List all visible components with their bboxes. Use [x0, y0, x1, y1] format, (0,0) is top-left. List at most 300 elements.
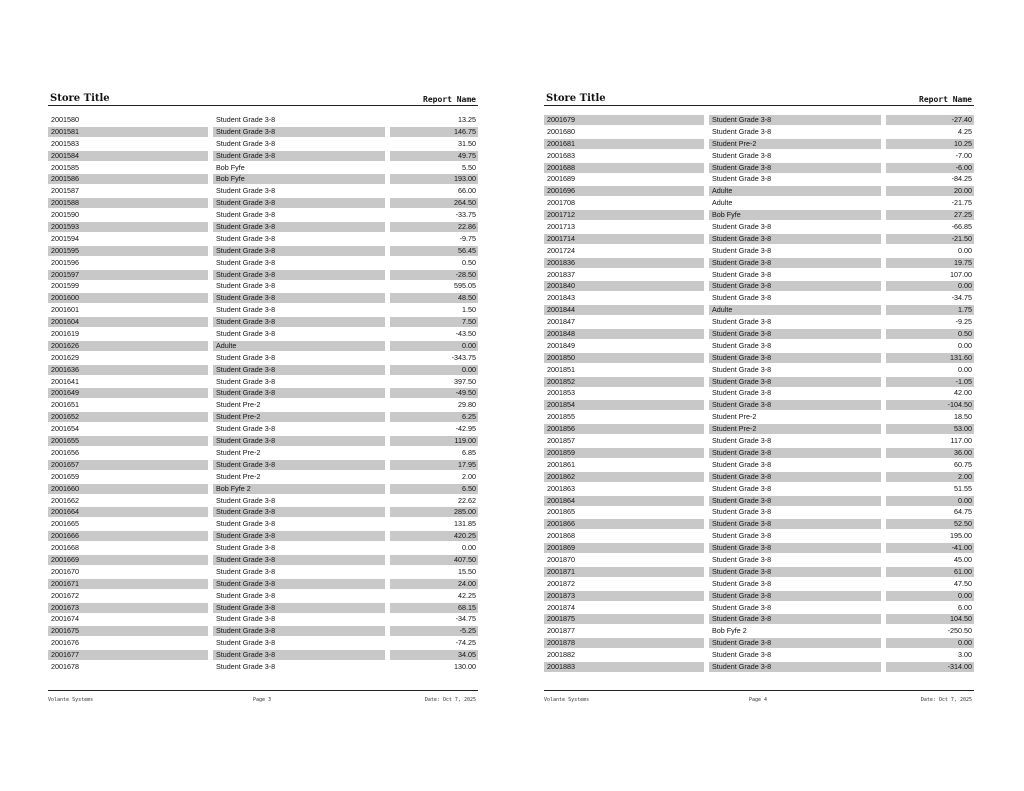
row-name: Student Grade 3-8	[712, 388, 772, 398]
table-row	[544, 270, 974, 282]
table-row	[48, 234, 478, 246]
row-id: 2001652	[48, 412, 208, 422]
table-row	[48, 198, 478, 210]
row-name: Student Grade 3-8	[216, 233, 276, 243]
table-row	[544, 412, 974, 424]
table-row	[48, 186, 478, 198]
row-id: 2001636	[48, 365, 208, 375]
row-name: Student Grade 3-8	[213, 460, 385, 470]
row-name: Student Grade 3-8	[709, 163, 881, 173]
table-row	[48, 163, 478, 175]
table-row	[544, 198, 974, 210]
row-id: 2001655	[48, 436, 208, 446]
row-name: Student Grade 3-8	[709, 519, 881, 529]
row-name: Student Pre-2	[216, 400, 261, 410]
row-id: 2001629	[51, 352, 79, 362]
table-row	[544, 543, 974, 555]
row-id: 2001586	[48, 174, 208, 184]
footer-company: Volante Systems	[544, 697, 590, 703]
table-row	[48, 484, 478, 496]
table-row	[48, 567, 478, 579]
table-row	[544, 139, 974, 151]
row-amount: 17.95	[390, 460, 478, 470]
table-row	[544, 186, 974, 198]
row-name: Student Grade 3-8	[712, 650, 772, 660]
row-amount: -314.00	[886, 662, 974, 672]
row-name: Student Grade 3-8	[213, 317, 385, 327]
row-name: Student Grade 3-8	[709, 543, 881, 553]
table-row	[544, 174, 974, 186]
row-amount: -43.50	[455, 329, 476, 339]
row-name: Student Grade 3-8	[709, 496, 881, 506]
row-id: 2001664	[48, 507, 208, 517]
row-id: 2001854	[544, 400, 704, 410]
row-id: 2001696	[544, 186, 704, 196]
row-amount: 146.75	[390, 127, 478, 137]
row-name: Student Grade 3-8	[216, 138, 276, 148]
table-row	[48, 174, 478, 186]
row-name: Student Grade 3-8	[709, 329, 881, 339]
table-row	[48, 591, 478, 603]
row-id: 2001866	[544, 519, 704, 529]
row-id: 2001851	[547, 364, 575, 374]
row-amount: 107.00	[950, 269, 972, 279]
row-amount: 130.00	[454, 661, 476, 671]
table-row	[48, 496, 478, 508]
row-name: Student Grade 3-8	[709, 448, 881, 458]
table-row	[48, 638, 478, 650]
table-row	[544, 293, 974, 305]
table-row	[544, 650, 974, 662]
row-id: 2001844	[544, 305, 704, 315]
row-id: 2001660	[48, 484, 208, 494]
table-row	[48, 258, 478, 270]
row-id: 2001619	[51, 329, 79, 339]
row-id: 2001599	[51, 281, 79, 291]
row-name: Student Grade 3-8	[216, 329, 276, 339]
row-name: Student Grade 3-8	[213, 127, 385, 137]
row-amount: 45.00	[954, 554, 972, 564]
row-id: 2001862	[544, 472, 704, 482]
row-amount: 6.50	[390, 484, 478, 494]
row-amount: 0.00	[390, 365, 478, 375]
table-row	[544, 603, 974, 615]
row-amount: 131.60	[886, 353, 974, 363]
row-amount: 0.50	[462, 257, 476, 267]
row-id: 2001874	[547, 602, 575, 612]
row-id: 2001666	[48, 531, 208, 541]
row-id: 2001864	[544, 496, 704, 506]
row-id: 2001679	[544, 115, 704, 125]
row-amount: 34.05	[390, 650, 478, 660]
row-id: 2001596	[51, 257, 79, 267]
row-name: Student Grade 3-8	[709, 662, 881, 672]
row-id: 2001689	[547, 174, 575, 184]
row-id: 2001657	[48, 460, 208, 470]
row-amount: 64.75	[954, 507, 972, 517]
table-row	[544, 567, 974, 579]
table-row	[544, 388, 974, 400]
store-title: Store Title	[546, 93, 606, 104]
row-amount: -28.50	[390, 270, 478, 280]
row-id: 2001708	[547, 198, 575, 208]
row-id: 2001649	[48, 388, 208, 398]
row-name: Student Grade 3-8	[213, 626, 385, 636]
row-name: Student Grade 3-8	[216, 424, 276, 434]
row-amount: 193.00	[390, 174, 478, 184]
row-name: Student Grade 3-8	[712, 602, 772, 612]
row-name: Adulte	[709, 186, 881, 196]
row-id: 2001878	[544, 638, 704, 648]
row-id: 2001857	[547, 436, 575, 446]
row-amount: 0.00	[390, 341, 478, 351]
table-row	[48, 365, 478, 377]
row-amount: 1.75	[886, 305, 974, 315]
row-id: 2001683	[547, 150, 575, 160]
row-name: Student Grade 3-8	[216, 495, 276, 505]
row-amount: 66.00	[458, 186, 476, 196]
table-row	[544, 484, 974, 496]
row-name: Student Grade 3-8	[216, 210, 276, 220]
row-name: Student Grade 3-8	[216, 566, 276, 576]
row-id: 2001659	[51, 471, 79, 481]
row-amount: 31.50	[458, 138, 476, 148]
footer-date: Date: Oct 7, 2025	[920, 697, 972, 703]
footer-date: Date: Oct 7, 2025	[424, 697, 476, 703]
table-row	[48, 317, 478, 329]
row-amount: -104.50	[886, 400, 974, 410]
row-name: Student Grade 3-8	[216, 281, 276, 291]
row-id: 2001836	[544, 258, 704, 268]
table-row	[48, 151, 478, 163]
row-name: Student Pre-2	[712, 412, 757, 422]
row-name: Student Grade 3-8	[709, 258, 881, 268]
row-id: 2001872	[547, 578, 575, 588]
row-id: 2001849	[547, 340, 575, 350]
row-name: Bob Fyfe	[709, 210, 881, 220]
row-name: Student Grade 3-8	[712, 578, 772, 588]
row-name: Student Grade 3-8	[213, 222, 385, 232]
row-name: Student Grade 3-8	[213, 579, 385, 589]
table-row	[48, 400, 478, 412]
table-row	[48, 460, 478, 472]
table-row	[48, 543, 478, 555]
row-name: Student Grade 3-8	[216, 305, 276, 315]
row-amount: -7.00	[955, 150, 972, 160]
row-amount: 6.00	[958, 602, 972, 612]
row-amount: 52.50	[886, 519, 974, 529]
row-id: 2001712	[544, 210, 704, 220]
table-row	[48, 436, 478, 448]
row-id: 2001673	[48, 603, 208, 613]
row-id: 2001662	[51, 495, 79, 505]
table-row	[544, 151, 974, 163]
row-name: Student Pre-2	[216, 471, 261, 481]
data-table	[48, 115, 478, 674]
report-name: Report Name	[423, 95, 476, 104]
row-name: Student Grade 3-8	[213, 603, 385, 613]
row-id: 2001714	[544, 234, 704, 244]
row-name: Student Grade 3-8	[712, 126, 772, 136]
row-id: 2001840	[544, 281, 704, 291]
row-amount: -1.05	[886, 377, 974, 387]
row-amount: 53.00	[886, 424, 974, 434]
row-name: Adulte	[213, 341, 385, 351]
table-row	[48, 412, 478, 424]
row-name: Student Grade 3-8	[709, 614, 881, 624]
table-row	[48, 555, 478, 567]
row-amount: 285.00	[390, 507, 478, 517]
row-amount: 42.25	[458, 590, 476, 600]
row-name: Student Grade 3-8	[213, 650, 385, 660]
row-id: 2001724	[547, 245, 575, 255]
table-row	[544, 472, 974, 484]
table-row	[544, 341, 974, 353]
row-name: Student Grade 3-8	[213, 436, 385, 446]
row-amount: -21.75	[951, 198, 972, 208]
row-amount: 104.50	[886, 614, 974, 624]
row-id: 2001601	[51, 305, 79, 315]
table-row	[544, 329, 974, 341]
row-amount: -84.25	[951, 174, 972, 184]
row-amount: 49.75	[390, 151, 478, 161]
row-id: 2001713	[547, 222, 575, 232]
row-id: 2001852	[544, 377, 704, 387]
row-id: 2001600	[48, 293, 208, 303]
table-row	[544, 460, 974, 472]
row-amount: 7.50	[390, 317, 478, 327]
row-name: Student Grade 3-8	[216, 519, 276, 529]
row-name: Student Grade 3-8	[712, 554, 772, 564]
row-name: Student Grade 3-8	[712, 436, 772, 446]
table-row	[544, 531, 974, 543]
row-amount: 22.62	[458, 495, 476, 505]
row-amount: 56.45	[390, 246, 478, 256]
row-name: Student Grade 3-8	[712, 364, 772, 374]
row-amount: 13.25	[458, 115, 476, 124]
row-name: Student Grade 3-8	[709, 115, 881, 125]
row-id: 2001850	[544, 353, 704, 363]
row-name: Student Pre-2	[709, 424, 881, 434]
row-amount: 6.85	[462, 447, 476, 457]
row-amount: -9.25	[955, 317, 972, 327]
row-id: 2001863	[547, 483, 575, 493]
table-row	[48, 270, 478, 282]
row-id: 2001590	[51, 210, 79, 220]
row-id: 2001671	[48, 579, 208, 589]
row-name: Student Pre-2	[709, 139, 881, 149]
row-name: Bob Fyfe 2	[213, 484, 385, 494]
row-id: 2001672	[51, 590, 79, 600]
table-row	[544, 626, 974, 638]
row-id: 2001604	[48, 317, 208, 327]
table-row	[48, 377, 478, 389]
row-id: 2001593	[48, 222, 208, 232]
row-name: Student Grade 3-8	[216, 115, 276, 124]
row-amount: 10.25	[886, 139, 974, 149]
row-amount: 51.55	[954, 483, 972, 493]
table-row	[544, 377, 974, 389]
table-row	[544, 507, 974, 519]
row-name: Student Grade 3-8	[213, 246, 385, 256]
row-amount: 407.50	[390, 555, 478, 565]
row-amount: 48.50	[390, 293, 478, 303]
table-row	[48, 246, 478, 258]
page-header	[544, 93, 974, 106]
row-amount: 61.00	[886, 567, 974, 577]
table-row	[544, 305, 974, 317]
row-name: Student Grade 3-8	[709, 377, 881, 387]
row-amount: -6.00	[886, 163, 974, 173]
table-row	[48, 115, 478, 127]
row-id: 2001871	[544, 567, 704, 577]
page-footer	[544, 690, 974, 705]
row-amount: 2.00	[886, 472, 974, 482]
row-id: 2001626	[48, 341, 208, 351]
row-id: 2001873	[544, 591, 704, 601]
table-row	[544, 448, 974, 460]
row-name: Student Grade 3-8	[712, 531, 772, 541]
footer-page-number: Page 3	[253, 697, 272, 703]
row-name: Student Pre-2	[213, 412, 385, 422]
row-amount: 15.50	[458, 566, 476, 576]
row-amount: 2.00	[462, 471, 476, 481]
row-id: 2001865	[547, 507, 575, 517]
row-name: Student Grade 3-8	[709, 591, 881, 601]
row-id: 2001870	[547, 554, 575, 564]
row-amount: 0.00	[886, 281, 974, 291]
row-amount: -343.75	[451, 352, 476, 362]
row-name: Student Grade 3-8	[712, 245, 772, 255]
row-id: 2001848	[544, 329, 704, 339]
row-id: 2001883	[544, 662, 704, 672]
row-amount: -250.50	[947, 626, 972, 636]
row-name: Student Grade 3-8	[712, 269, 772, 279]
row-amount: 264.50	[390, 198, 478, 208]
row-name: Student Grade 3-8	[213, 365, 385, 375]
table-row	[544, 222, 974, 234]
row-name: Student Grade 3-8	[213, 531, 385, 541]
table-row	[48, 507, 478, 519]
row-name: Student Pre-2	[216, 447, 261, 457]
row-name: Student Grade 3-8	[216, 638, 276, 648]
row-amount: 119.00	[390, 436, 478, 446]
row-amount: 47.50	[954, 578, 972, 588]
table-row	[544, 591, 974, 603]
row-id: 2001688	[544, 163, 704, 173]
row-id: 2001859	[544, 448, 704, 458]
row-name: Student Grade 3-8	[712, 317, 772, 327]
table-row	[48, 210, 478, 222]
row-name: Student Grade 3-8	[216, 352, 276, 362]
row-id: 2001681	[544, 139, 704, 149]
row-id: 2001670	[51, 566, 79, 576]
table-row	[544, 163, 974, 175]
row-amount: 4.25	[958, 126, 972, 136]
table-row	[544, 519, 974, 531]
row-id: 2001584	[48, 151, 208, 161]
row-name: Bob Fyfe	[216, 162, 245, 172]
row-amount: 42.00	[954, 388, 972, 398]
row-name: Student Grade 3-8	[712, 507, 772, 517]
table-row	[48, 388, 478, 400]
row-amount: -49.50	[390, 388, 478, 398]
row-amount: -5.25	[390, 626, 478, 636]
row-name: Student Grade 3-8	[216, 257, 276, 267]
row-id: 2001675	[48, 626, 208, 636]
row-id: 2001853	[547, 388, 575, 398]
row-id: 2001665	[51, 519, 79, 529]
table-row	[544, 353, 974, 365]
row-amount: 3.00	[958, 650, 972, 660]
row-id: 2001595	[48, 246, 208, 256]
row-id: 2001677	[48, 650, 208, 660]
row-amount: 22.86	[390, 222, 478, 232]
row-id: 2001581	[48, 127, 208, 137]
row-id: 2001882	[547, 650, 575, 660]
table-row	[544, 614, 974, 626]
row-name: Student Grade 3-8	[216, 661, 276, 671]
report-page-left	[48, 0, 478, 791]
page-header	[48, 93, 478, 106]
row-name: Adulte	[712, 198, 733, 208]
table-row	[48, 531, 478, 543]
row-name: Student Grade 3-8	[709, 567, 881, 577]
row-name: Student Grade 3-8	[709, 234, 881, 244]
row-name: Student Grade 3-8	[712, 150, 772, 160]
table-row	[48, 127, 478, 139]
table-row	[48, 329, 478, 341]
page-footer	[48, 690, 478, 705]
table-row	[544, 127, 974, 139]
table-row	[48, 353, 478, 365]
row-id: 2001674	[51, 614, 79, 624]
row-name: Student Grade 3-8	[712, 483, 772, 493]
row-name: Student Grade 3-8	[213, 270, 385, 280]
row-amount: 131.85	[454, 519, 476, 529]
report-name: Report Name	[919, 95, 972, 104]
row-name: Student Grade 3-8	[712, 340, 772, 350]
row-id: 2001676	[51, 638, 79, 648]
table-row	[48, 650, 478, 662]
table-row	[48, 139, 478, 151]
row-name: Adulte	[709, 305, 881, 315]
row-name: Student Grade 3-8	[712, 174, 772, 184]
table-row	[544, 317, 974, 329]
table-row	[544, 246, 974, 258]
row-amount: 0.00	[958, 364, 972, 374]
row-amount: -66.85	[951, 222, 972, 232]
row-id: 2001651	[51, 400, 79, 410]
row-name: Student Grade 3-8	[709, 400, 881, 410]
row-name: Student Grade 3-8	[213, 555, 385, 565]
row-amount: 6.25	[390, 412, 478, 422]
row-amount: 27.25	[886, 210, 974, 220]
row-amount: 0.00	[958, 245, 972, 255]
row-name: Student Grade 3-8	[216, 614, 276, 624]
row-id: 2001654	[51, 424, 79, 434]
row-id: 2001869	[544, 543, 704, 553]
table-row	[544, 496, 974, 508]
footer-page-number: Page 4	[749, 697, 768, 703]
row-id: 2001837	[547, 269, 575, 279]
store-title: Store Title	[50, 93, 110, 104]
row-amount: 0.00	[886, 638, 974, 648]
footer-company: Volante Systems	[48, 697, 94, 703]
table-row	[48, 614, 478, 626]
row-id: 2001855	[547, 412, 575, 422]
row-id: 2001585	[51, 162, 79, 172]
